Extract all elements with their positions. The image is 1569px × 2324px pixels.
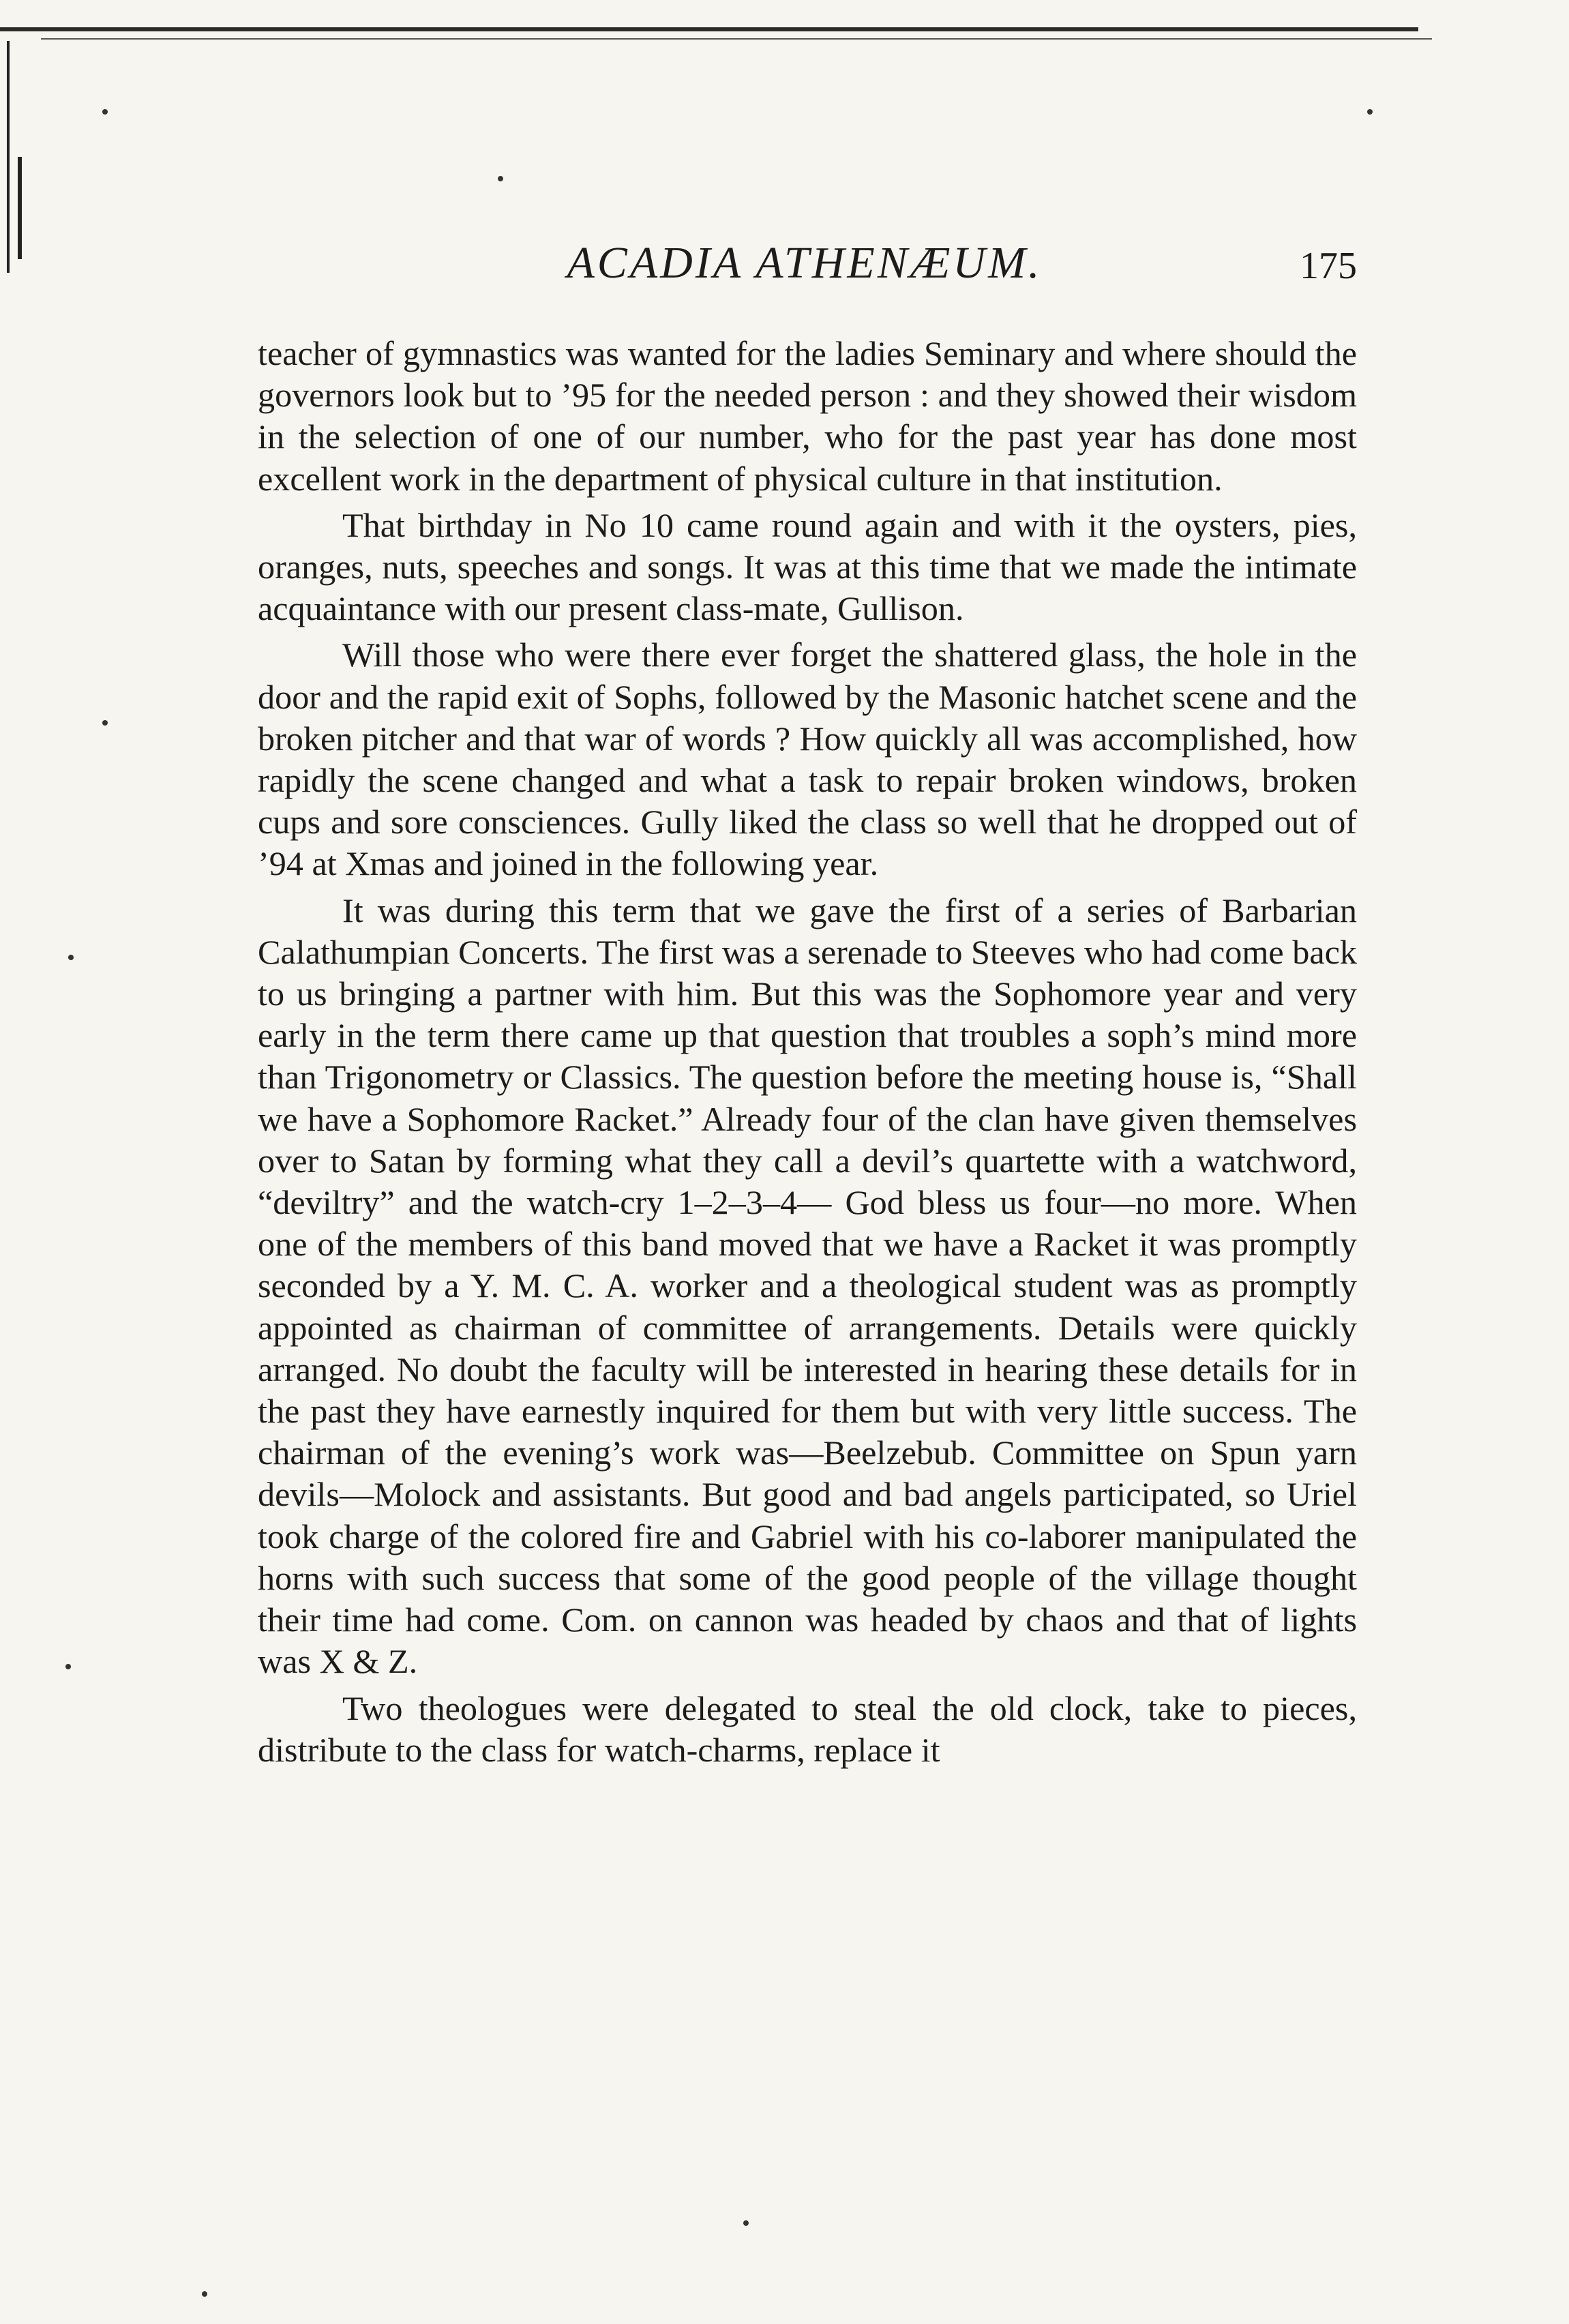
running-header xyxy=(252,237,1357,299)
scan-speck xyxy=(202,2291,207,2297)
top-edge-thin-rule xyxy=(41,38,1432,40)
journal-title: ACADIA ATHENÆUM. xyxy=(567,238,1043,288)
scan-speck xyxy=(102,109,108,115)
binding-edge-mark xyxy=(7,41,10,273)
binding-edge-mark xyxy=(18,157,22,259)
paragraph: It was during this term that we gave the first of a series of Barbarian Calathumpian Concerts. The first was a serenade to Steeves who had come back to us bringing a partner with him. But this was the Sophomore year and very early in the term there came up that question that troubles a soph’s mind more than Trigonometry or Classics. The question before the meeting house is, “Shall we have a Sophomore Racket.” Already four of the clan have given themselves over to Satan by forming what they call a devil’s quartette with a watchword, “deviltry” and the watch-cry 1–2–3–4— God bless us four—no more. When one of the members of this band moved that we have a Racket it was promptly seconded by a Y. M. C. A. worker and a theological student was as promptly appointed as chairman of committee of arrangements. Details were quickly arranged. No doubt the faculty will be interested in hearing these details for in the past they have earnestly inquired for them but with very little success. The chairman of the evening’s work was—Beelzebub. Committee on Spun yarn devils—Molock and assistants. But good and bad angels participated, so Uriel took charge of the colored fire and Gabriel with his co-laborer manipulated the horns with such success that some of the good people of the village thought their time had come. Com. on cannon was headed by chaos and that of lights was X & Z. xyxy=(258,891,1357,1681)
paragraph: Will those who were there ever forget the shattered glass, the hole in the door and the rapid exit of Sophs, followed by the Masonic hatchet scene and the broken pitcher and that war of words ? How quickly all was accomplished, how rapidly the scene changed and what a task to repair broken windows, broken cups and sore consciences. Gully liked the class so well that he dropped out of ’94 at Xmas and joined in the following year. xyxy=(258,636,1357,883)
paragraph: teacher of gymnastics was wanted for the ladies Seminary and where should the governors look but to ’95 for the needed person : and they showed their wisdom in the selection of one of our number, who for the past year has done most excellent work in the department of physical culture in that institution. xyxy=(258,334,1357,498)
scan-speck xyxy=(102,720,108,726)
scan-speck xyxy=(743,2220,749,2226)
scan-speck xyxy=(1367,109,1373,115)
paragraph: Two theologues were delegated to steal the old clock, take to pieces, distribute to the class for watch-charms, replace it xyxy=(258,1688,1357,1769)
page-number: 175 xyxy=(1300,245,1357,287)
article-body xyxy=(258,333,1357,1776)
top-edge-rule xyxy=(0,27,1418,31)
scan-speck xyxy=(65,1664,71,1669)
paragraph: That birthday in No 10 came round again and with it the oysters, pies, oranges, nuts, speeches and songs. It was at this time that we made the intimate acquaintance with our present class-mate, Gullison. xyxy=(258,505,1357,628)
scan-speck xyxy=(498,176,503,181)
scan-speck xyxy=(68,955,74,960)
